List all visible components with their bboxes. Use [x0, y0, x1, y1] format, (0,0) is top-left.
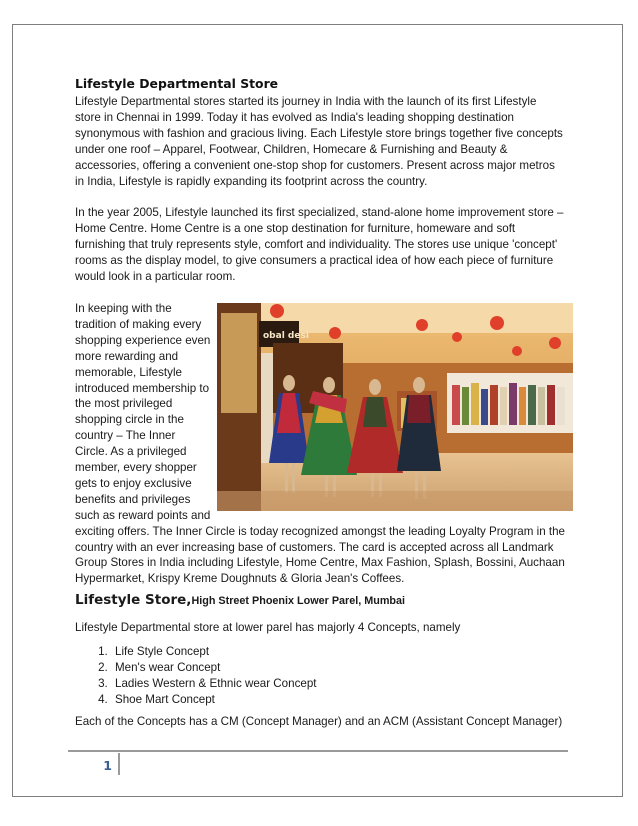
page-number: 1 — [103, 758, 112, 773]
paragraph-concept-managers: Each of the Concepts has a CM (Concept Manager) and an ACM (Assistant Concept Manager) — [75, 714, 563, 728]
footer-rule — [68, 750, 568, 752]
store-interior-photo — [217, 303, 573, 511]
section-title-location: High Street Phoenix Lower Parel, Mumbai — [191, 595, 406, 608]
list-item: 2. Men's wear Concept — [111, 660, 565, 676]
store-sign-text: obal desi — [263, 330, 309, 341]
page-number-divider — [118, 753, 120, 775]
section-title-main: Lifestyle Store, — [75, 592, 192, 609]
paragraph-home-centre: In the year 2005, Lifestyle launched its first specialized, stand-alone home improvement store – Home Centre. Home Centre is a one stop destination for furniture, homeware and soft furnishing that truly represents style, comfort and individuality. The stores use unique 'concept' rooms as the display model, to give consumers a practical idea of how each piece of furniture would look in a particular room. — [75, 206, 564, 284]
paragraph-inner-circle-text: In keeping with the tradition of making every shopping experience even more rewarding and memorable, Lifestyle introduced membership to the most privileged shopping circle in the country – The Inner Circle. As a privileged member, every shopper gets to enjoy exclusive benefits and privileges such as reward points and exciting offers. The Inner Circle is today recognized amongst the leading Loyalty Program in the country with an ever increasing base of customers. The card is accepted across all Landmark Group Stores in India including Lifestyle, Home Centre, Max Fashion, Splash, Bossini, Auchaan Hypermarket, Krispy Kreme Doughnuts & Gloria Jean's Coffees. — [75, 301, 565, 586]
list-item: 1. Life Style Concept — [111, 644, 565, 660]
list-item: 4. Shoe Mart Concept — [111, 692, 565, 708]
paragraph-inner-circle — [75, 301, 565, 587]
list-item: 3. Ladies Western & Ethnic wear Concept — [111, 676, 565, 692]
document-body — [75, 76, 565, 746]
concept-list — [75, 644, 565, 708]
section-title-lower-parel — [75, 593, 565, 610]
section-title-lifestyle-store: Lifestyle Departmental Store — [75, 76, 279, 91]
paragraph-concepts-intro: Lifestyle Departmental store at lower parel has majorly 4 Concepts, namely — [75, 621, 461, 635]
paragraph-history: Lifestyle Departmental stores started its journey in India with the launch of its first Lifestyle store in Chennai in 1999. Today it has evolved as India's leading shopping destination synonymous with fashion and gracious living. Each Lifestyle store brings together five concepts under one roof – Apparel, Footwear, Children, Homecare & Furnishing and Beauty & accessories, offering a convenient one-stop shop for customers. Present across major metros in India, Lifestyle is rapidly expanding its footprint across the country. — [75, 95, 563, 188]
store-interior-image — [217, 303, 573, 511]
